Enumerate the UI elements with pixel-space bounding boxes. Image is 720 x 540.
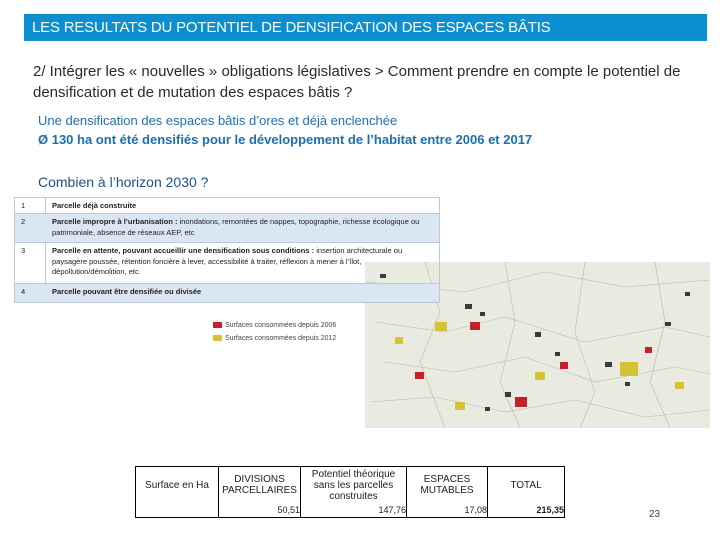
- criteria-text: [52, 201, 434, 212]
- results-table: [135, 466, 565, 518]
- legend-label: Surfaces consommées depuis 2012: [225, 335, 337, 342]
- page-number: 23: [649, 509, 661, 520]
- criteria-row: [15, 198, 439, 214]
- table-value-row: [136, 503, 565, 518]
- criteria-bold: Parcelle déjà construite: [52, 201, 137, 210]
- criteria-rest: inondations, remontées de nappes, topographie, richesse écologique ou patrimoniale, absence de réseaux AEP, etc: [52, 217, 420, 237]
- legend-swatch-red: [213, 322, 222, 328]
- criteria-row: [15, 243, 439, 284]
- criteria-number: 2: [21, 217, 26, 226]
- legend-swatch-yellow: [213, 335, 222, 341]
- intro-line-1: Une densification des espaces bâtis d’ores et déjà enclenchée: [38, 113, 398, 128]
- criteria-row: [15, 214, 439, 243]
- criteria-number: 1: [21, 201, 26, 210]
- criteria-rest: insertion architecturale ou paysagère poussée, rétention foncière à lever, accessibilité à traiter, réflexion à mener à l’îlot, dépollution/démolition, etc.: [52, 246, 403, 276]
- table-cell: 50,51: [219, 503, 301, 518]
- table-cell-total: 215,35: [488, 503, 565, 518]
- intro-line-2: Ø 130 ha ont été densifiés pour le développement de l’habitat entre 2006 et 2017: [38, 132, 533, 147]
- legend-item-2006: [213, 322, 336, 329]
- slide-title: LES RESULTATS DU POTENTIEL DE DENSIFICATION DES ESPACES BÂTIS: [32, 19, 551, 36]
- table-cell: 147,76: [301, 503, 407, 518]
- criteria-row: [15, 284, 439, 302]
- legend-item-2012: [213, 335, 336, 342]
- subtitle: 2/ Intégrer les « nouvelles » obligations législatives > Comment prendre en compte le potentiel de densification et de mutation des espaces bâtis ?: [33, 63, 681, 101]
- table-header-row: [136, 467, 565, 504]
- criteria-table: [14, 197, 440, 303]
- table-cell: 17,08: [407, 503, 488, 518]
- criteria-bold: Parcelle en attente, pouvant accueillir une densification sous conditions :: [52, 246, 315, 255]
- criteria-bold: Parcelle pouvant être densifiée ou divisée: [52, 287, 202, 296]
- criteria-number: 3: [21, 246, 26, 255]
- header-bar: [24, 14, 707, 41]
- criteria-text: [52, 217, 434, 238]
- criteria-text: [52, 246, 434, 278]
- question: Combien à l’horizon 2030 ?: [38, 174, 209, 190]
- criteria-text: [52, 287, 434, 298]
- criteria-bold: Parcelle impropre à l’urbanisation :: [52, 217, 178, 226]
- table-header: ESPACES MUTABLES: [407, 467, 488, 504]
- table-header: Surface en Ha: [136, 467, 219, 504]
- table-header: DIVISIONS PARCELLAIRES: [219, 467, 301, 504]
- criteria-number: 4: [21, 287, 26, 296]
- table-cell: [136, 503, 219, 518]
- legend-label: Surfaces consommées depuis 2006: [225, 322, 337, 329]
- table-header: Potentiel théorique sans les parcelles construites: [301, 467, 407, 504]
- table-header: TOTAL: [488, 467, 565, 504]
